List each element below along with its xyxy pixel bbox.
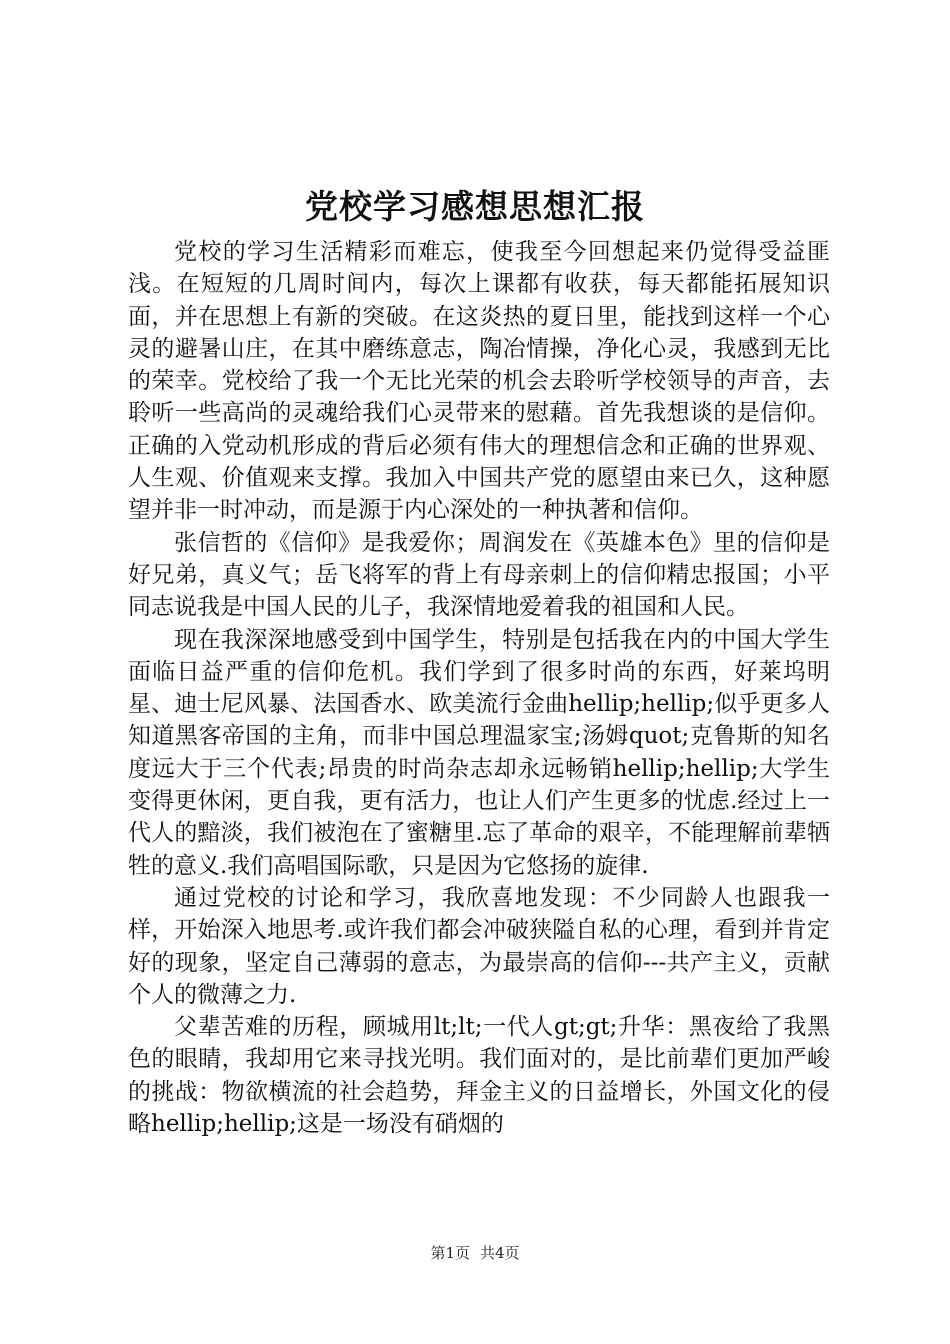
paragraph-3: 现在我深深地感受到中国学生，特别是包括我在内的中国大学生面临日益严重的信仰危机。我们学到了很多时尚的东西，好莱坞明星、迪士尼风暴、法国香水、欧美流行金曲hellip;hellip;似乎更多人知道黑客帝国的主角，而非中国总理温家宝;汤姆quot;克鲁斯的知名度远大于三个代表;昂贵的时尚杂志却永远畅销hellip;hellip;大学生变得更休闲，更自我，更有活力，也让人们产生更多的忧虑.经过上一代人的黯淡，我们被泡在了蜜糖里.忘了革命的艰辛，不能理解前辈牺牲的意义.我们高唱国际歌，只是因为它悠扬的旋律. (128, 626, 830, 879)
page-footer (0, 1242, 950, 1264)
document-body (128, 236, 830, 1140)
document-title: 党校学习感想思想汇报 (305, 187, 645, 226)
page-total: 共4页 (480, 1244, 520, 1262)
paragraph-2: 张信哲的《信仰》是我爱你；周润发在《英雄本色》里的信仰是好兄弟，真义气；岳飞将军的背上有母亲刺上的信仰精忠报国；小平同志说我是中国人民的儿子，我深情地爱着我的祖国和人民。 (128, 529, 830, 621)
paragraph-4: 通过党校的讨论和学习，我欣喜地发现：不少同龄人也跟我一样，开始深入地思考.或许我们都会冲破狭隘自私的心理，看到并肯定好的现象，坚定自己薄弱的意志，为最崇高的信仰---共产主义，贡献个人的微薄之力. (128, 884, 830, 1008)
paragraph-1: 党校的学习生活精彩而难忘，使我至今回想起来仍觉得受益匪浅。在短短的几周时间内，每次上课都有收获，每天都能拓展知识面，并在思想上有新的突破。在这炎热的夏日里，能找到这样一个心灵的避暑山庄，在其中磨练意志，陶冶情操，净化心灵，我感到无比的荣幸。党校给了我一个无比光荣的机会去聆听学校领导的声音，去聆听一些高尚的灵魂给我们心灵带来的慰藉。首先我想谈的是信仰。正确的入党动机形成的背后必须有伟大的理想信念和正确的世界观、人生观、价值观来支撑。我加入中国共产党的愿望由来已久，这种愿望并非一时冲动，而是源于内心深处的一种执著和信仰。 (128, 239, 830, 524)
paragraph-5: 父辈苦难的历程，顾城用lt;lt;一代人gt;gt;升华：黑夜给了我黑色的眼睛，我却用它来寻找光明。我们面对的，是比前辈们更加严峻的挑战：物欲横流的社会趋势，拜金主义的日益增长，外国文化的侵略hellip;hellip;这是一场没有硝烟的 (128, 1014, 830, 1138)
page-number: 第1页 (430, 1244, 470, 1262)
